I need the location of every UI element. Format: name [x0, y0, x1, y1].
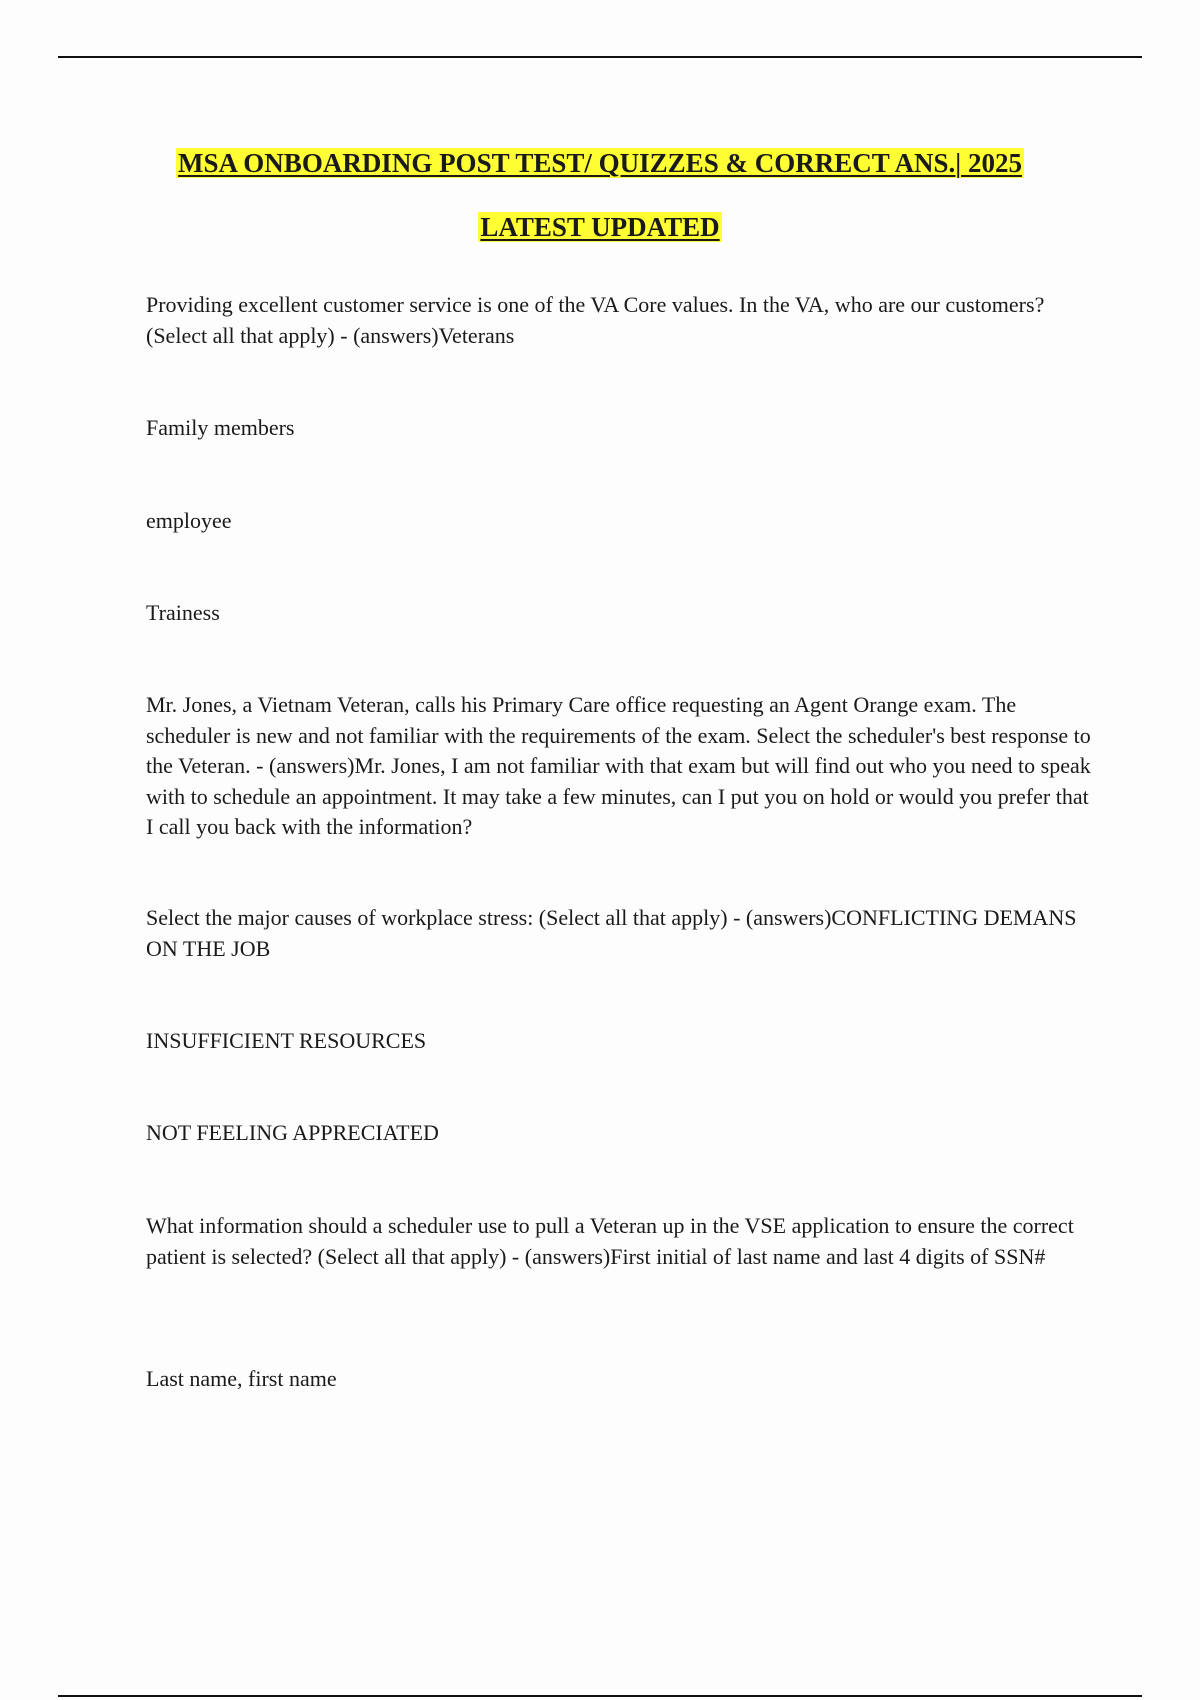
- title-highlight-2: LATEST UPDATED: [480, 212, 720, 242]
- answer-paragraph: INSUFFICIENT RESOURCES: [146, 1028, 427, 1053]
- question-paragraph: Mr. Jones, a Vietnam Veteran, calls his Primary Care office requesting an Agent Orange exam. The scheduler is new and not familiar with the requirements of the exam. Select the scheduler's best response to the Veteran. - (answers)Mr. Jones, I am not familiar with that exam but will find out who you need to speak with to schedule an appointment. It may take a few minutes, can I put you on hold or would you prefer that I call you back with the information?: [146, 692, 1091, 839]
- document-title-line2: [0, 210, 1200, 244]
- question-paragraph: What information should a scheduler use to pull a Veteran up in the VSE application to ensure the correct patient is selected? (Select all that apply) - (answers)First initial of last name and last 4 digits of SSN#: [146, 1213, 1074, 1269]
- question-paragraph: Providing excellent customer service is one of the VA Core values. In the VA, who are our customers? (Select all that apply) - (answers)Veterans: [146, 292, 1045, 348]
- answer-paragraph: Last name, first name: [146, 1366, 337, 1391]
- footer-rule: [58, 1695, 1142, 1697]
- header-rule: [58, 56, 1142, 58]
- answer-paragraph: Trainess: [146, 600, 220, 625]
- question-paragraph: Select the major causes of workplace stress: (Select all that apply) - (answers)CONFLICTING DEMANS ON THE JOB: [146, 905, 1077, 961]
- answer-paragraph: employee: [146, 508, 232, 533]
- answer-paragraph: Family members: [146, 415, 295, 440]
- document-title-line1: [0, 146, 1200, 180]
- answer-paragraph: NOT FEELING APPRECIATED: [146, 1120, 439, 1145]
- title-highlight-1: MSA ONBOARDING POST TEST/ QUIZZES & CORRECT ANS.| 2025: [178, 148, 1022, 178]
